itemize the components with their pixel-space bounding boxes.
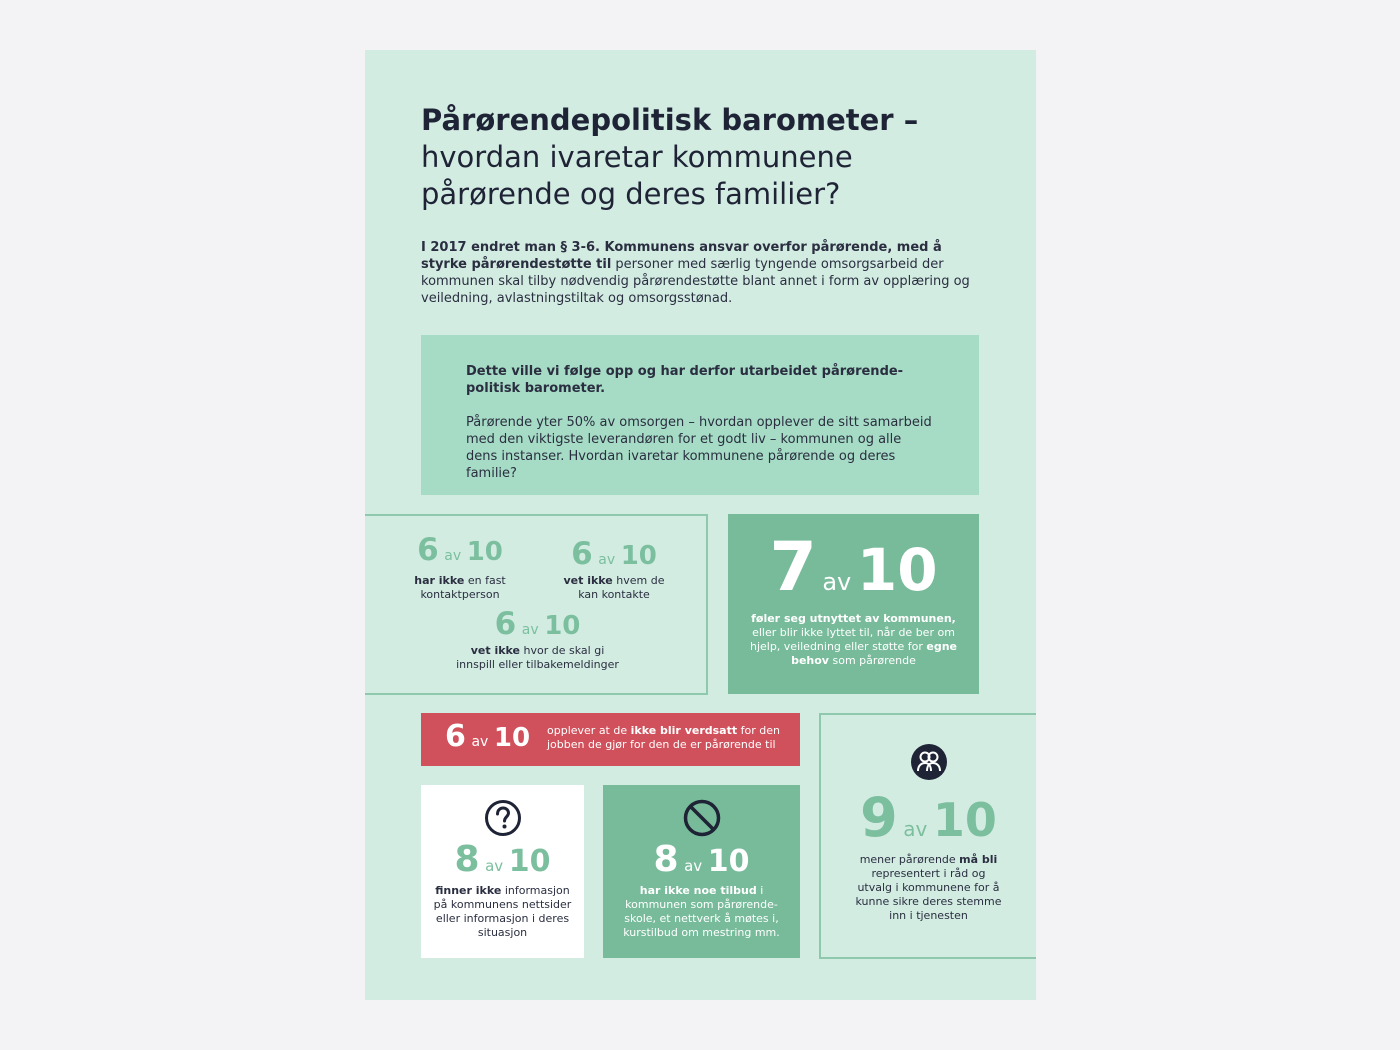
stat-number: 6 av 10 — [571, 536, 657, 572]
intro-bold: I 2017 endret man § 3-6. Kommunens ansvar overfor pårørende, med å styrke pårørendestøtte til — [421, 240, 942, 272]
title-bold: Pårørendepolitisk barometer – — [421, 103, 919, 137]
highlight-heading: Dette ville vi følge opp og har derfor utarbeidet pårørende-politisk barometer. — [466, 364, 904, 396]
highlight-box — [421, 335, 979, 495]
page-title — [421, 102, 981, 213]
title-line-3: pårørende og deres familier? — [421, 177, 841, 211]
stat-number: 8 av 10 — [653, 839, 750, 880]
stat-number: 8 av 10 — [454, 839, 551, 880]
intro-paragraph — [421, 239, 981, 307]
stat-caption: vet ikke hvem de kan kontakte — [563, 574, 665, 601]
stat-innspill — [450, 606, 625, 672]
stat-caption: mener pårørende må bli representert i råd og utvalg i kommunene for å kunne sikre deres stemme inn i tjenesten — [855, 853, 1002, 922]
stat-informasjon — [421, 785, 584, 958]
stat-kontaktperson — [385, 532, 535, 602]
infographic-page — [365, 50, 1036, 1000]
highlight-body: Pårørende yter 50% av omsorgen – hvordan opplever de sitt samarbeid med den viktigste leverandøren for et godt liv – kommunen og alle dens instanser. Hvordan ivaretar kommunene pårørende og deres familie? — [466, 415, 932, 481]
stat-utnyttet — [728, 514, 979, 694]
question-circle-icon — [421, 799, 584, 837]
stat-caption: føler seg utnyttet av kommunen, eller blir ikke lyttet til, når de ber om hjelp, veiledning eller støtte for egne behov som pårørende — [749, 612, 958, 667]
stat-verdsatt — [421, 713, 800, 766]
stat-number: 6 av 10 — [445, 719, 531, 754]
people-icon — [821, 743, 1036, 781]
stats-group-box — [365, 514, 708, 695]
stat-caption: vet ikke hvor de skal gi innspill eller tilbakemeldinger — [456, 644, 619, 671]
prohibited-icon — [603, 799, 800, 837]
stat-tilbud — [603, 785, 800, 958]
intro-rest: personer med særlig tyngende omsorgsarbeid der kommunen skal tilby nødvendig pårørendestøtte blant annet i form av opplæring og veiledning, avlastningstiltak og omsorgsstønad. — [421, 257, 970, 306]
stat-caption: opplever at de ikke blir verdsatt for den jobben de gjør for den de er pårørende til — [547, 724, 780, 751]
stat-caption: har ikke noe tilbud i kommunen som pårørende-skole, et nettverk å møtes i, kurstilbud om mestring mm. — [623, 884, 780, 939]
stat-number: 9 av 10 — [860, 786, 997, 849]
stat-number: 6 av 10 — [417, 532, 503, 568]
stat-number: 6 av 10 — [494, 606, 581, 642]
title-line-2: hvordan ivaretar kommunene — [421, 140, 853, 174]
stat-representert — [819, 713, 1036, 959]
stat-caption: finner ikke informasjon på kommunens nettsider eller informasjon i deres situasjon — [433, 884, 572, 939]
stat-number: 7 av 10 — [769, 528, 938, 607]
stat-caption: har ikke en fast kontaktperson — [414, 574, 506, 601]
stat-kontakte — [555, 536, 673, 602]
